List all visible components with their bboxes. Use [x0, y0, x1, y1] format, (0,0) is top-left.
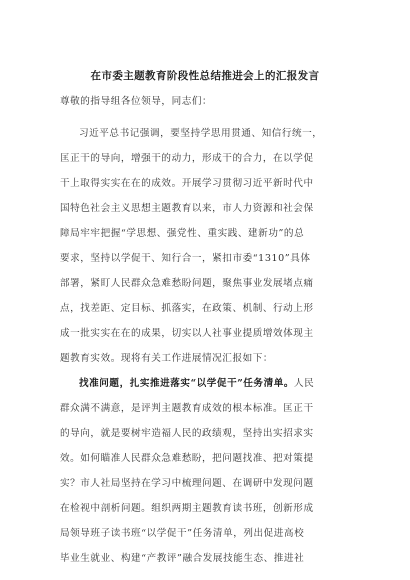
paragraph-line: 毕业生就业、构建“产教评”融合发展技能生态、推进社	[60, 553, 305, 564]
paragraph-line: 题教育实效。现将有关工作进展情况汇报如下：	[60, 353, 274, 364]
paragraph-line: 障局牢牢把握“学思想、强党性、重实践、建新功”的总	[60, 228, 305, 239]
paragraph-line: 匡正干的导向，增强干的动力，形成干的合力，在以学促	[60, 153, 314, 164]
section-heading: 找准问题，扎实推进落实“以学促干”任务清单。	[79, 378, 295, 389]
paragraph-line: 群众满不满意，是评判主题教育成效的根本标准。匡正干	[60, 403, 314, 414]
paragraph-line: 成一批实实在在的成果，切实以人社事业提质增效体现主	[60, 328, 314, 339]
section-heading-line	[79, 377, 314, 390]
paragraph-line: 的导向，就是要树牢造福人民的政绩观，坚持出实招求实	[60, 428, 314, 439]
paragraph-line: 点，找差距、定目标、抓落实，在政策、机制、行动上形	[60, 303, 314, 314]
paragraph-line: 在检视中剖析问题。组织两期主题教育读书班，创新形成	[60, 503, 314, 514]
paragraph-line: 国特色社会主义思想主题教育以来，市人力资源和社会保	[60, 203, 314, 214]
paragraph-line: 局领导班子读书班“以学促干”任务清单，列出促进高校	[60, 528, 305, 539]
section-heading-tail: 人民	[294, 378, 315, 389]
paragraph-line: 要求，坚持以学促干、知行合一，紧扣市委“1310”具体	[60, 253, 311, 264]
document-title: 在市委主题教育阶段性总结推进会上的汇报发言	[90, 70, 320, 82]
salutation: 尊敬的指导组各位领导，同志们：	[60, 96, 213, 107]
paragraph-line: 部署，紧盯人民群众急难愁盼问题，聚焦事业发展堵点痛	[60, 278, 314, 289]
paragraph-line: 实？市人社局坚持在学习中梳理问题、在调研中发现问题	[60, 478, 314, 489]
paragraph-line: 习近平总书记强调，要坚持学思用贯通、知信行统一，	[79, 128, 323, 139]
paragraph-line: 效。如何瞄准人民群众急难愁盼，把问题找准、把对策提	[60, 453, 314, 464]
paragraph-line: 干上取得实实在在的成效。开展学习贯彻习近平新时代中	[60, 178, 314, 189]
